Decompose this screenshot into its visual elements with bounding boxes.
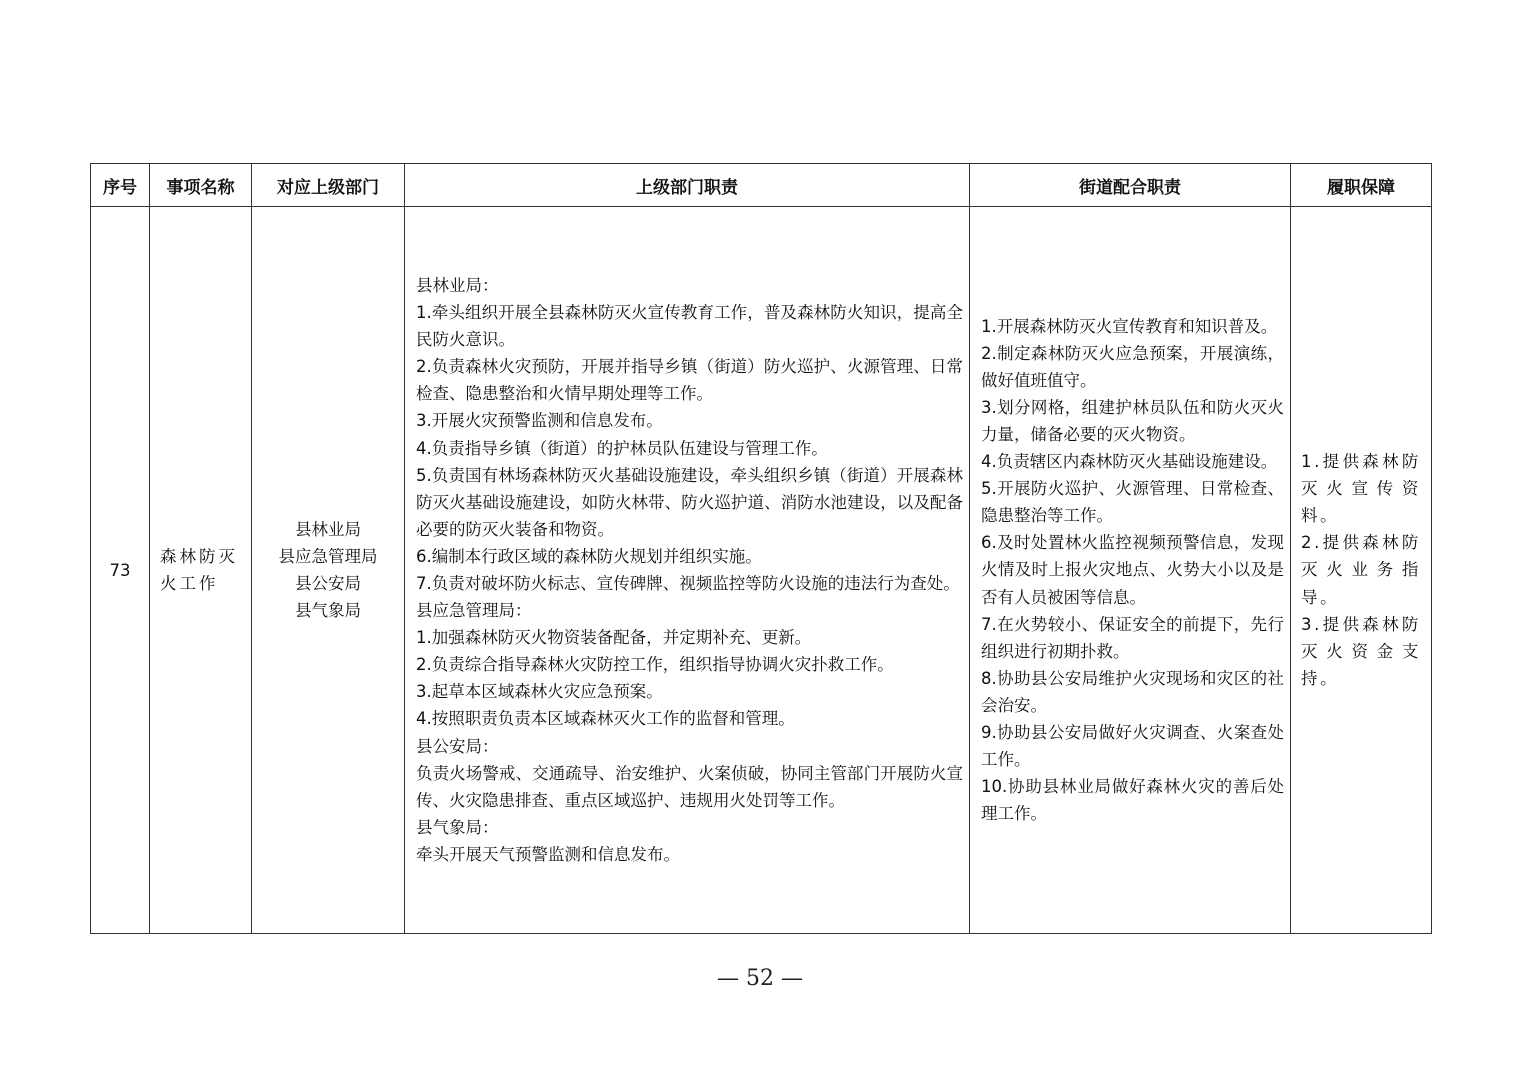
duty-line: 3.划分网格，组建护林员队伍和防火灭火力量，储备必要的灭火物资。 [981,397,1284,444]
duty-line: 6.及时处置林火监控视频预警信息，发现火情及时上报火灾地点、火势大小以及是否有人员被困等信息。 [981,533,1284,607]
duty-line: 6.编制本行政区域的森林防火规划并组织实施。 [416,546,762,566]
duty-line: 1.开展森林防灭火宣传教育和知识普及。 [981,316,1278,336]
row-item-name: 森林防灭火工作 [150,207,252,934]
duty-line: 3.开展火灾预警监测和信息发布。 [416,411,663,431]
header-upper-department: 对应上级部门 [252,164,405,207]
header-row [91,164,1432,207]
guarantee-line: 3.提供森林防灭火资金支持。 [1301,614,1421,688]
duty-line: 县林业局： [416,275,499,295]
duty-line: 7.在火势较小、保证安全的前提下，先行组织进行初期扑救。 [981,614,1284,661]
duty-line: 2.负责综合指导森林火灾防控工作，组织指导协调火灾扑救工作。 [416,655,894,675]
page-number: — 52 — [717,966,803,991]
department: 县气象局 [295,601,361,620]
duty-line: 牵头开展天气预警监测和信息发布。 [416,844,680,864]
duty-line: 3.起草本区域森林火灾应急预案。 [416,682,663,702]
duty-line: 4.按照职责负责本区域森林灭火工作的监督和管理。 [416,709,795,729]
duty-line: 7.负责对破坏防火标志、宣传碑牌、视频监控等防火设施的违法行为查处。 [416,574,960,593]
row-index: 73 [91,207,150,934]
department: 县应急管理局 [278,547,378,566]
duty-line: 5.负责国有林场森林防灭火基础设施建设，牵头组织乡镇（街道）开展森林防灭火基础设施建设，如防火林带、防火巡护道、消防水池建设，以及配备必要的防灭火装备和物资。 [416,465,963,539]
header-guarantees: 履职保障 [1291,164,1432,207]
duty-line: 4.负责指导乡镇（街道）的护林员队伍建设与管理工作。 [416,438,828,458]
row-upper-duties [405,207,970,934]
department: 县公安局 [295,574,361,593]
duty-line: 4.负责辖区内森林防灭火基础设施建设。 [981,452,1278,472]
duty-line: 1.加强森林防灭火物资装备配备，并定期补充、更新。 [416,628,812,648]
duty-line: 5.开展防火巡护、火源管理、日常检查、隐患整治等工作。 [981,479,1284,526]
duty-line: 9.协助县公安局做好火灾调查、火案查处工作。 [981,723,1284,770]
duty-line: 8.协助县公安局维护火灾现场和灾区的社会治安。 [981,668,1284,715]
duty-line: 县气象局： [416,817,499,837]
header-index: 序号 [91,164,150,207]
header-street-duties: 街道配合职责 [970,164,1291,207]
duty-line: 10.协助县林业局做好森林火灾的善后处理工作。 [981,777,1284,824]
guarantee-line: 1.提供森林防灭火宣传资料。 [1301,452,1421,526]
row-guarantees [1291,207,1432,934]
duty-line: 县公安局： [416,736,499,756]
duty-line: 负责火场警戒、交通疏导、治安维护、火案侦破，协同主管部门开展防火宣传、火灾隐患排查、重点区域巡护、违规用火处罚等工作。 [416,763,963,810]
duty-line: 县应急管理局： [416,601,532,621]
department: 县林业局 [295,520,361,539]
duty-line: 1.牵头组织开展全县森林防灭火宣传教育工作，普及森林防火知识，提高全民防火意识。 [416,303,963,350]
guarantee-line: 2.提供森林防灭火业务指导。 [1301,533,1421,607]
duty-table [90,163,1432,934]
table-row [91,207,1432,934]
duty-line: 2.制定森林防灭火应急预案，开展演练，做好值班值守。 [981,343,1284,390]
row-departments [252,207,405,934]
header-upper-duties: 上级部门职责 [405,164,970,207]
header-item-name: 事项名称 [150,164,252,207]
row-street-duties [970,207,1291,934]
duty-line: 2.负责森林火灾预防，开展并指导乡镇（街道）防火巡护、火源管理、日常检查、隐患整治和火情早期处理等工作。 [416,357,963,404]
